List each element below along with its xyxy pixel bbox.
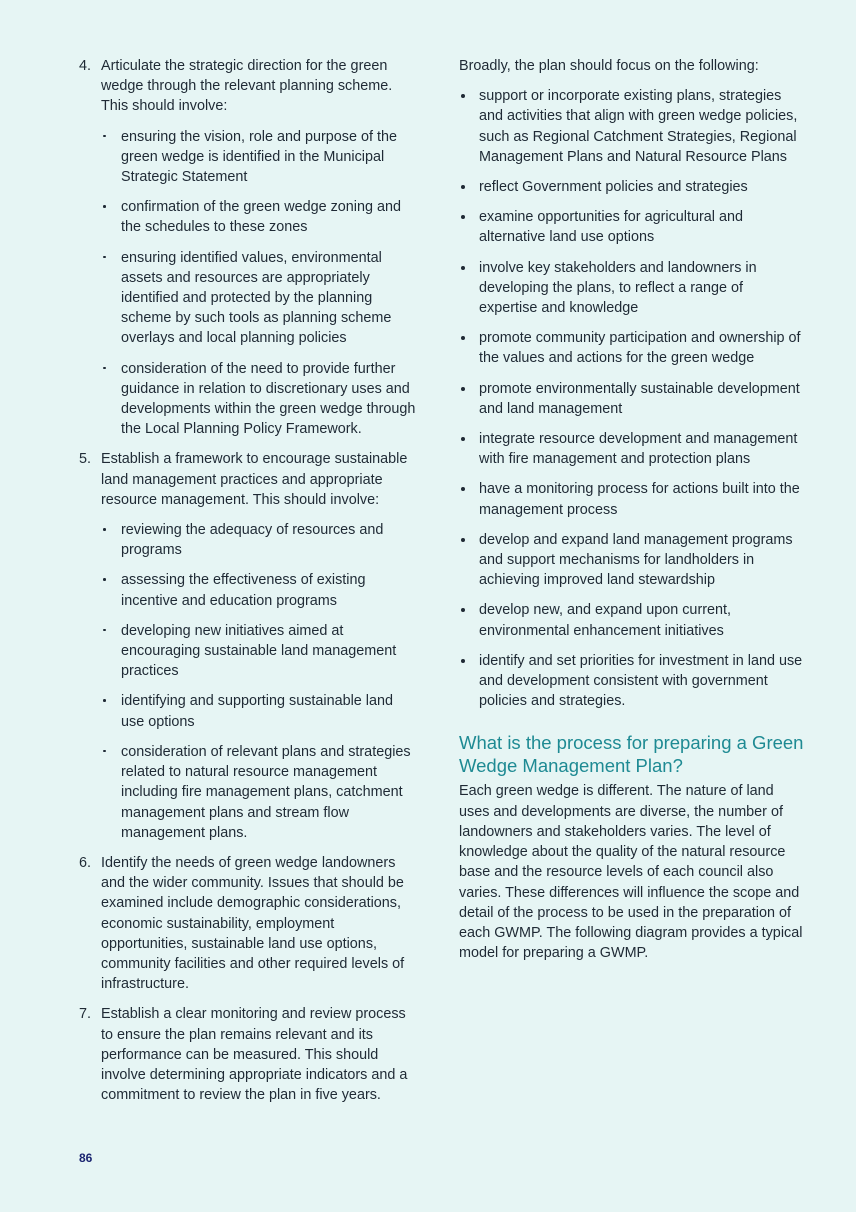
item-number: 6.: [79, 854, 92, 871]
list-item: [459, 479, 804, 519]
item-text: Articulate the strategic direction for the green wedge through the relevant planning scheme. This should involve:: [101, 58, 393, 115]
bullet-icon: [103, 629, 106, 632]
sub-item-text: developing new initiatives aimed at encouraging sustainable land management practices: [121, 622, 397, 680]
list-item: [459, 207, 804, 247]
bullet-icon: [461, 608, 465, 612]
numbered-item-5: [79, 449, 419, 842]
list-item: [459, 258, 804, 319]
bullet-icon: [461, 94, 465, 98]
sub-list-item: [101, 248, 419, 349]
section-heading: What is the process for preparing a Green Wedge Management Plan?: [459, 732, 804, 777]
bullet-icon: [103, 367, 106, 370]
focus-bullet-list: [459, 86, 804, 711]
left-column: [79, 56, 419, 1115]
bullet-text: promote community participation and ownership of the values and actions for the green wedge: [479, 330, 801, 367]
sub-list-item: [101, 691, 419, 731]
numbered-item-6: [79, 853, 419, 994]
bullet-icon: [461, 336, 465, 340]
bullet-icon: [461, 659, 465, 663]
list-item: [459, 600, 804, 640]
list-item: [459, 379, 804, 419]
page-number: 86: [79, 1151, 93, 1165]
bullet-icon: [103, 135, 106, 138]
intro-text: Broadly, the plan should focus on the following:: [459, 58, 759, 74]
sub-list-item: [101, 570, 419, 610]
bullet-icon: [103, 205, 106, 208]
bullet-icon: [103, 256, 106, 259]
list-item: [459, 651, 804, 712]
bullet-icon: [461, 266, 465, 270]
list-item: [459, 177, 804, 197]
bullet-text: develop and expand land management programs and support mechanisms for landholders in achieving improved land stewardship: [479, 531, 793, 589]
bullet-icon: [461, 185, 465, 189]
bullet-text: involve key stakeholders and landowners in developing the plans, to reflect a range of expertise and knowledge: [479, 259, 757, 317]
bullet-text: have a monitoring process for actions built into the management process: [479, 481, 800, 518]
list-item: [459, 86, 804, 167]
item-text: Identify the needs of green wedge landowners and the wider community. Issues that should be examined include demographic considerations, economic sustainability, employment opportunities, sustainable land use options, community facilities and other required levels of infrastructure.: [101, 854, 405, 993]
list-item: [459, 328, 804, 368]
item-number: 4.: [79, 58, 92, 74]
bullet-icon: [103, 750, 106, 753]
sub-item-text: identifying and supporting sustainable land use options: [121, 693, 394, 730]
item-text: Establish a clear monitoring and review process to ensure the plan remains relevant and its performance can be measured. This should involve determining appropriate indicators and a commitment to review the plan in five years.: [101, 1006, 408, 1104]
bullet-icon: [103, 699, 106, 702]
item-number: 7.: [79, 1006, 92, 1023]
sub-list-item: [101, 742, 419, 843]
sub-list-item: [101, 197, 419, 237]
sub-list-item: [101, 127, 419, 188]
list-item: [459, 429, 804, 469]
item-number: 5.: [79, 451, 92, 468]
numbered-item-7: [79, 1004, 419, 1105]
list-item: [459, 530, 804, 591]
section-paragraph: Each green wedge is different. The nature of land uses and developments are diverse, the number of landowners and stakeholders varies. The level of knowledge about the quality of the natural resource base and the resource levels of each council also varies. These differences will influence the scope and detail of the process to be used in the preparation of each GWMP. The following diagram provides a typical model for preparing a GWMP.: [459, 783, 803, 962]
bullet-icon: [461, 437, 465, 441]
bullet-text: identify and set priorities for investment in land use and development consistent with government policies and strategies.: [479, 652, 803, 710]
bullet-icon: [103, 528, 106, 531]
sub-item-text: consideration of the need to provide further guidance in relation to discretionary uses and developments within the green wedge through the Local Planning Policy Framework.: [121, 360, 416, 438]
sub-list: [101, 520, 419, 843]
bullet-icon: [461, 215, 465, 219]
sub-item-text: assessing the effectiveness of existing incentive and education programs: [121, 572, 366, 609]
bullet-text: develop new, and expand upon current, environmental enhancement initiatives: [479, 602, 732, 639]
bullet-text: integrate resource development and management with fire management and protection plans: [479, 431, 798, 468]
right-column: [459, 56, 804, 963]
bullet-text: reflect Government policies and strategies: [479, 179, 748, 196]
sub-list: [101, 127, 419, 440]
bullet-icon: [461, 538, 465, 542]
sub-item-text: ensuring identified values, environmental assets and resources are appropriately identified and protected by the planning scheme by such tools as planning scheme overlays and local planning policies: [121, 249, 392, 347]
bullet-icon: [461, 487, 465, 491]
numbered-item-4: [79, 56, 419, 439]
bullet-text: promote environmentally sustainable development and land management: [479, 380, 800, 417]
bullet-icon: [461, 387, 465, 391]
sub-list-item: [101, 520, 419, 560]
item-text: Establish a framework to encourage sustainable land management practices and appropriate resource management. This should involve:: [101, 451, 408, 508]
sub-list-item: [101, 359, 419, 440]
sub-list-item: [101, 621, 419, 682]
bullet-text: examine opportunities for agricultural and alternative land use options: [479, 209, 743, 246]
sub-item-text: confirmation of the green wedge zoning and the schedules to these zones: [121, 199, 402, 236]
sub-item-text: consideration of relevant plans and strategies related to natural resource management including fire management plans, catchment management plans and stream flow management plans.: [121, 743, 411, 841]
bullet-text: support or incorporate existing plans, strategies and activities that align with green wedge policies, such as Regional Catchment Strategies, Regional Management Plans and Natural Resource Plans: [479, 88, 798, 165]
bullet-icon: [103, 578, 106, 581]
sub-item-text: ensuring the vision, role and purpose of the green wedge is identified in the Municipal Strategic Statement: [121, 128, 398, 186]
sub-item-text: reviewing the adequacy of resources and programs: [121, 522, 384, 559]
